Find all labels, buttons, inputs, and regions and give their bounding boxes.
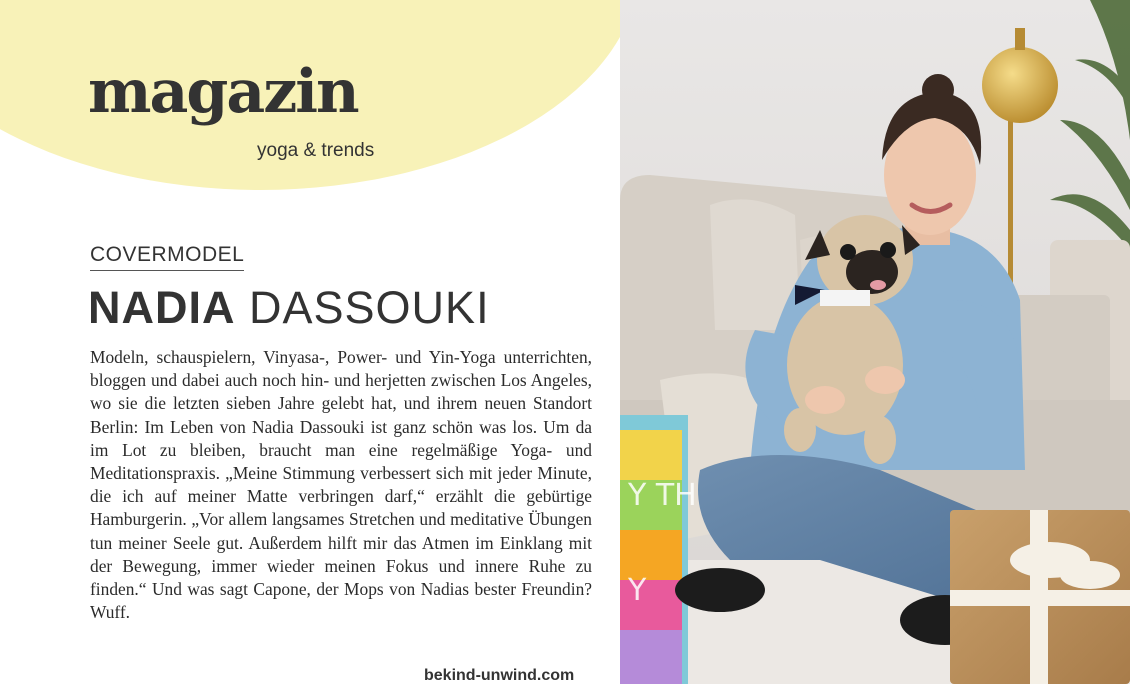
magazine-title: magazin	[88, 57, 358, 127]
person-name	[88, 282, 490, 333]
magazine-subtitle: yoga & trends	[257, 140, 375, 161]
name-first: NADIA	[88, 282, 236, 333]
name-last: DASSOUKI	[249, 282, 490, 333]
shoe	[675, 568, 765, 612]
gift-bag-lettering: Y TH	[628, 478, 697, 513]
article-body: Modeln, schauspielern, Vinyasa-, Power- und Yin-Yoga unterrichten, bloggen und dabei auch noch hin- und herjetten zwischen Los Angeles, wo sie die letzten sieben Jahre gelebt hat, und ihrem neuen Standort Berlin: Im Leben von Nadia Dassouki ist ganz schön was los. Um da im Lot zu bleiben, braucht man eine regelmäßige Yoga- und Meditationspraxis. „Meine Stimmung verbessert sich mit jeder Minute, die ich auf meiner Matte verbringen darf,“ erzählt die gebürtige Hamburgerin. „Vor allem langsames Stretchen und meditative Übungen tun meiner Seele gut. Außerdem hilft mir das Atmen im Einklang mit der Bewegung, immer wieder meinen Fokus und innere Ruhe zu finden.“ Und was sagt Capone, der Mops von Nadias bester Freundin? Wuff.	[90, 347, 592, 623]
svg-text:Y: Y	[628, 573, 647, 608]
cover-photo	[620, 0, 1130, 684]
lamp-pole	[1008, 110, 1013, 290]
lamp-shade	[982, 47, 1058, 123]
wrapped-gift	[950, 510, 1130, 684]
section-label: COVERMODEL	[90, 243, 244, 271]
gift-bag	[620, 415, 697, 684]
website-link[interactable]: bekind-unwind.com	[424, 667, 575, 684]
